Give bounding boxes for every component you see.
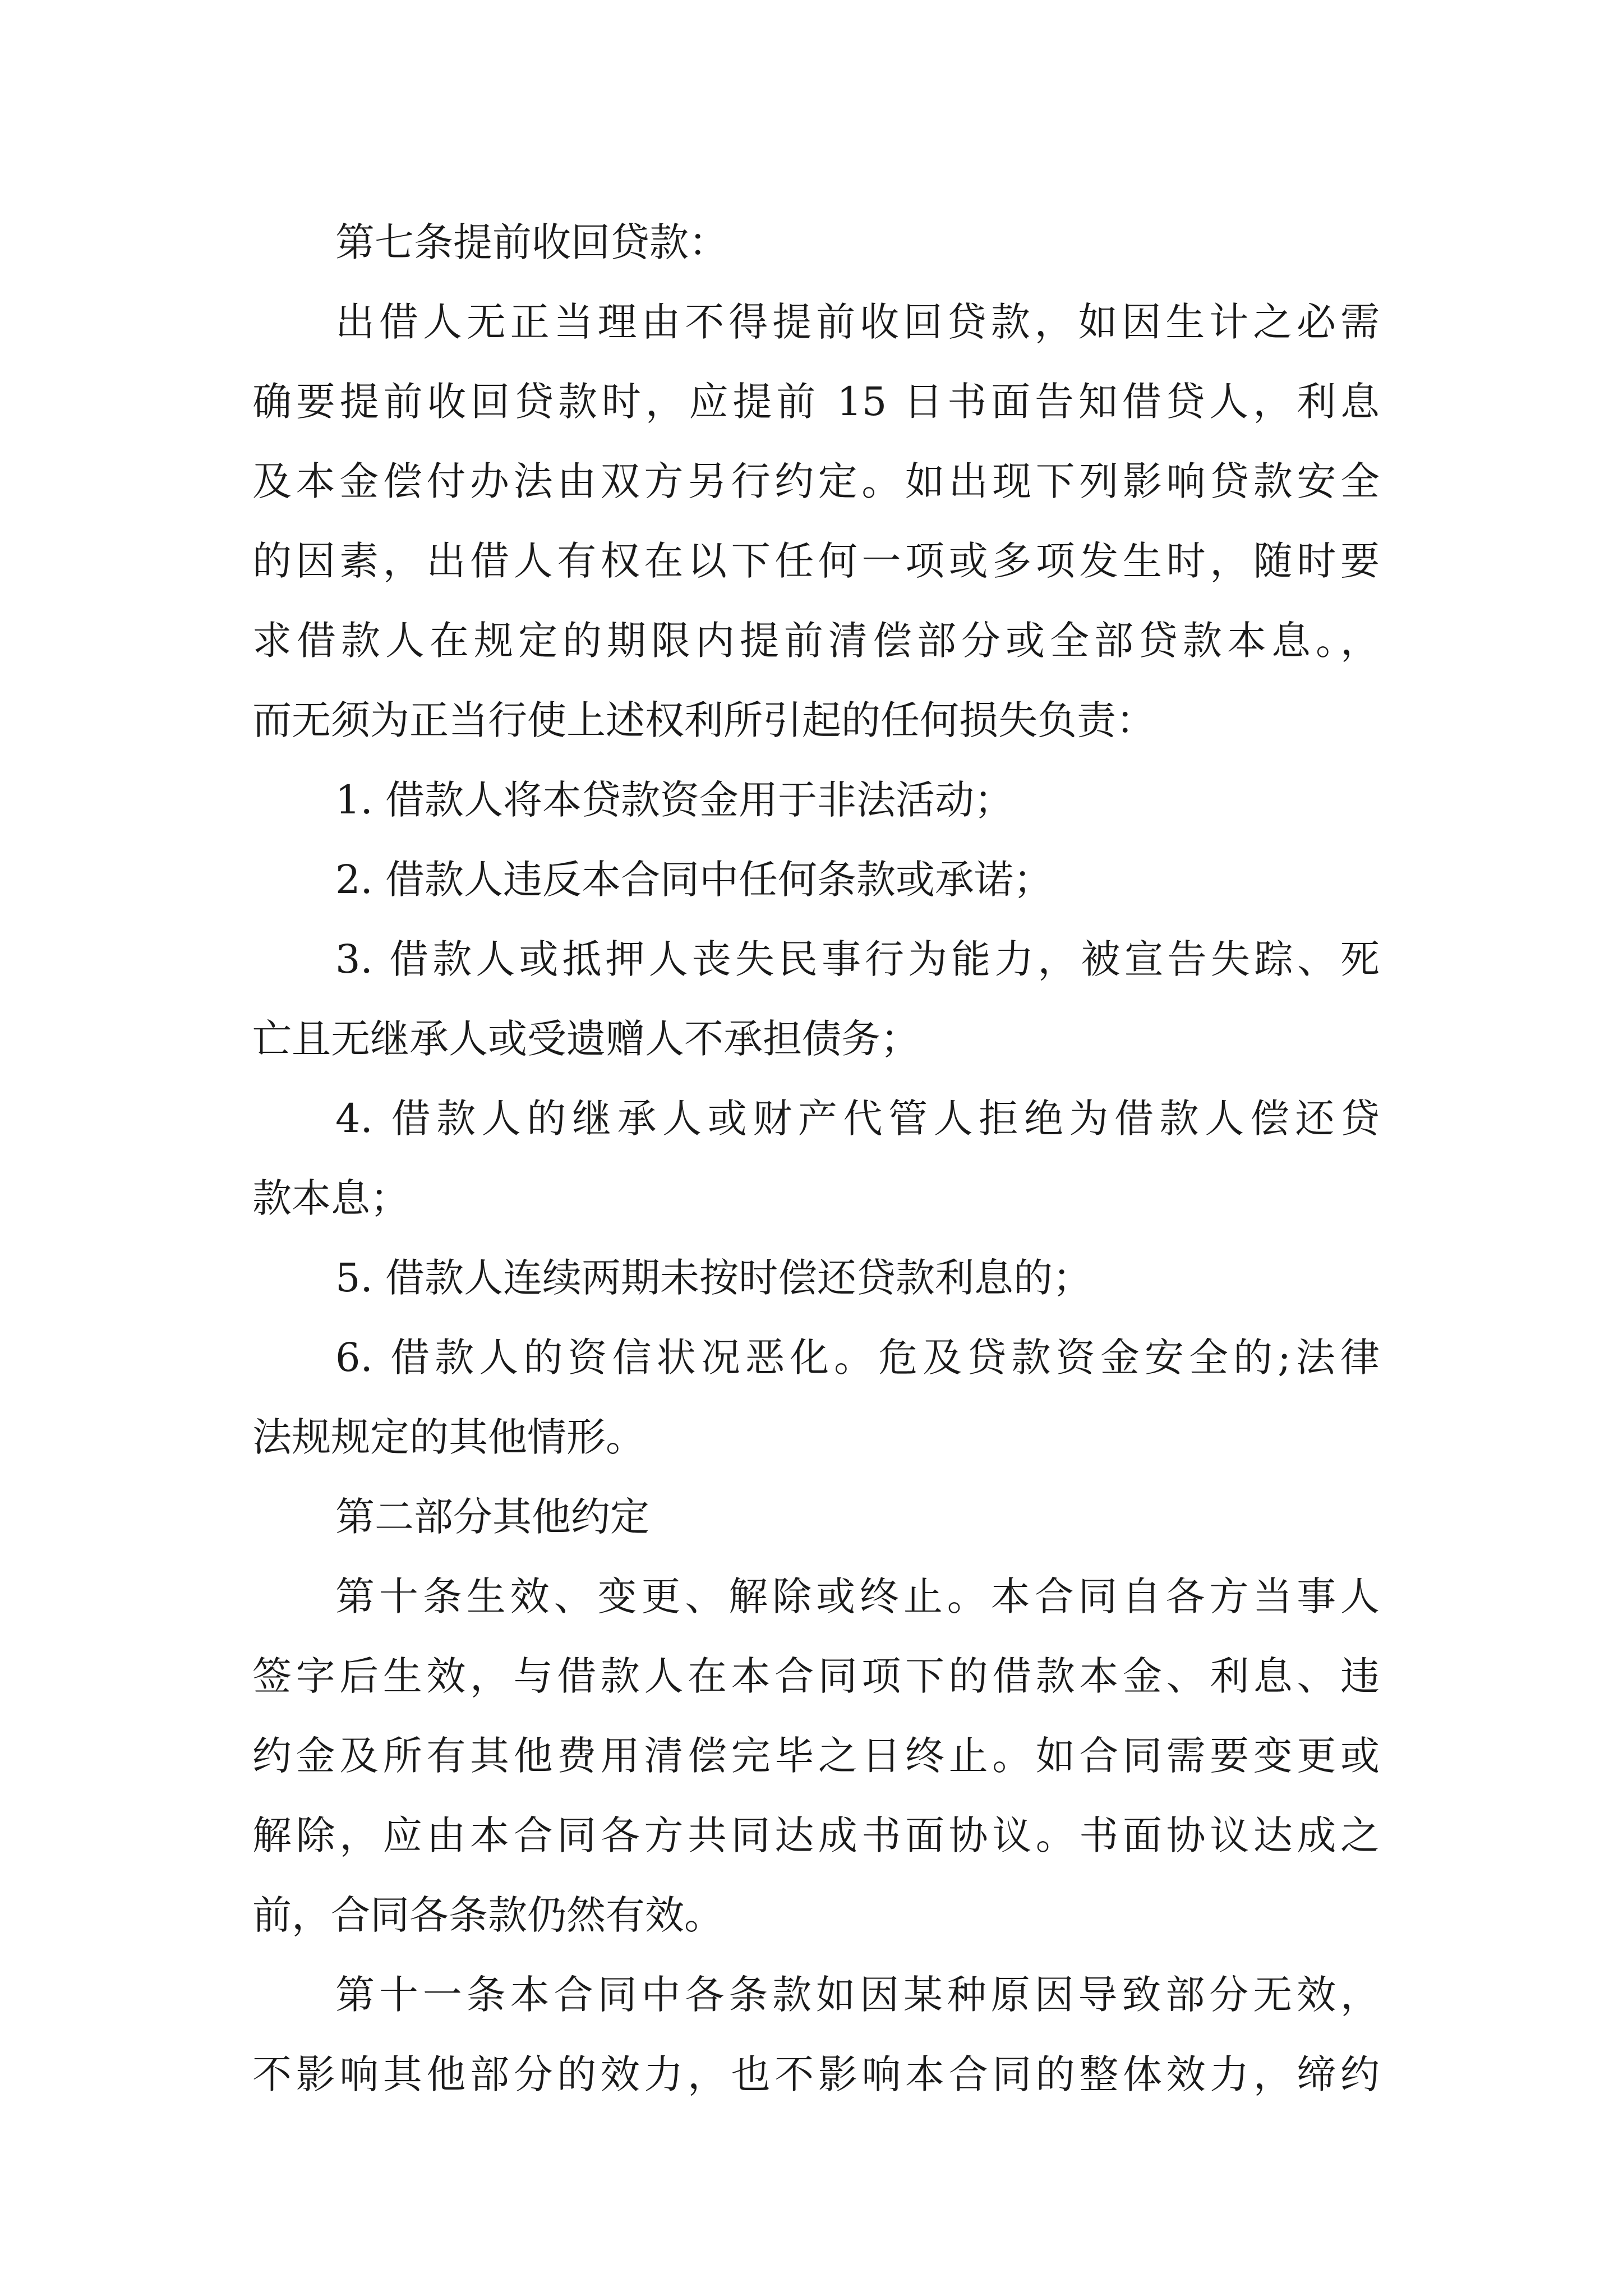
section-heading-part-2: 第二部分其他约定: [335, 1494, 649, 1540]
paragraph-line: 的因素，出借人有权在以下任何一项或多项发生时，随时要: [252, 538, 1380, 584]
list-item-6: 6. 借款人的资信状况恶化。危及贷款资金安全的;法律: [335, 1335, 1380, 1381]
paragraph-line: 而无须为正当行使上述权利所引起的任何损失负责：: [252, 697, 1155, 743]
paragraph-line: 第十一条本合同中各条款如因某种原因导致部分无效，: [335, 1972, 1380, 2018]
list-item-3: 3. 借款人或抵押人丧失民事行为能力，被宣告失踪、死: [335, 936, 1380, 982]
list-item-3-continued: 亡且无继承人或受遗赠人不承担债务；: [252, 1016, 920, 1062]
paragraph-line: 出借人无正当理由不得提前收回贷款，如因生计之必需: [335, 299, 1380, 345]
paragraph-line: 解除，应由本合同各方共同达成书面协议。书面协议达成之: [252, 1812, 1380, 1858]
section-heading-article-7: 第七条提前收回贷款：: [335, 219, 728, 265]
paragraph-line: 约金及所有其他费用清偿完毕之日终止。如合同需要变更或: [252, 1733, 1380, 1779]
paragraph-line: 求借款人在规定的期限内提前清偿部分或全部贷款本息。，: [252, 618, 1380, 664]
paragraph-line: 签字后生效，与借款人在本合同项下的借款本金、利息、违: [252, 1653, 1380, 1699]
paragraph-line: 及本金偿付办法由双方另行约定。如出现下列影响贷款安全: [252, 458, 1380, 504]
list-item-6-continued: 法规规定的其他情形。: [252, 1414, 645, 1460]
paragraph-line: 第十条生效、变更、解除或终止。本合同自各方当事人: [335, 1573, 1380, 1619]
list-item-1: 1. 借款人将本贷款资金用于非法活动；: [335, 777, 1014, 823]
paragraph-line: 不影响其他部分的效力，也不影响本合同的整体效力，缔约: [252, 2051, 1380, 2097]
list-item-4-continued: 款本息；: [252, 1175, 409, 1221]
list-item-2: 2. 借款人违反本合同中任何条款或承诺；: [335, 857, 1053, 903]
paragraph-line: 确要提前收回贷款时，应提前 15 日书面告知借贷人，利息: [252, 379, 1380, 425]
list-item-5: 5. 借款人连续两期未按时偿还贷款利息的；: [335, 1255, 1092, 1301]
list-item-4: 4. 借款人的继承人或财产代管人拒绝为借款人偿还贷: [335, 1096, 1380, 1142]
paragraph-line: 前，合同各条款仍然有效。: [252, 1892, 723, 1938]
